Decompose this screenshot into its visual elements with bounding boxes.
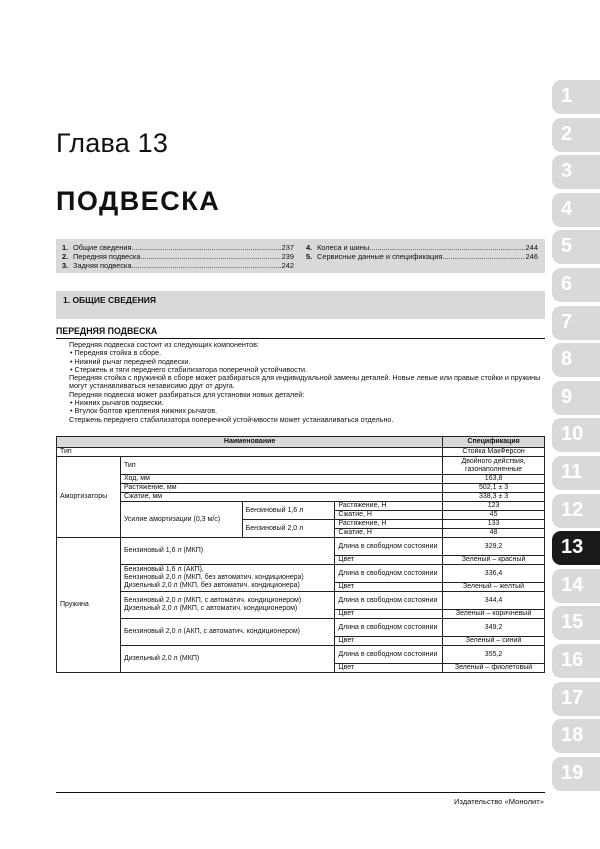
cell-engine: Дизельный 2,0 л (МКП) xyxy=(120,646,334,673)
cell-value: Стойка МакФерсон xyxy=(443,448,545,457)
chapter-tab[interactable] xyxy=(552,606,600,640)
cell-label: Длина в свободном состоянии xyxy=(335,592,443,610)
tab-label: 1 xyxy=(561,85,573,107)
tab-label: 18 xyxy=(561,724,584,747)
chapter-tab[interactable] xyxy=(552,682,600,716)
paragraph: Передняя подвеска может разбираться для установки новых деталей: xyxy=(69,389,305,399)
engine-line: Бензиновый 2,0 л (МКП, с автоматич. кондиционером) xyxy=(123,597,302,604)
cell-label: Цвет xyxy=(335,637,443,646)
cell-label: Тип xyxy=(120,457,442,475)
cell-value: Зеленый – синий xyxy=(443,637,545,646)
footer-divider xyxy=(56,792,545,793)
paragraph: Передняя подвеска состоит из следующих компонентов: xyxy=(69,340,259,349)
table-row xyxy=(57,484,545,493)
tab-label: 7 xyxy=(561,310,573,333)
cell-label: Длина в свободном состоянии xyxy=(335,646,443,664)
tab-label: 13 xyxy=(561,536,584,559)
publisher-footer: Издательство «Монолит» xyxy=(453,797,544,806)
cell-label: Растяжение, Н xyxy=(335,502,443,511)
engine-line: Бензиновый 1,6 л (АКП), xyxy=(123,566,204,573)
chapter-title: ПОДВЕСКА xyxy=(56,186,221,216)
cell-engine: Бензиновый 1,6 л xyxy=(242,502,335,520)
engine-line: Дизельный 2,0 л (МКП, без автоматич. кондиционера) xyxy=(123,582,300,589)
toc-num: 4. xyxy=(306,243,313,252)
toc-page: 244 xyxy=(525,243,538,252)
cell-value: Зеленый – красный xyxy=(443,556,545,565)
cell-value: Зеленый – коричневый xyxy=(443,610,545,619)
header-spec: Спецификация xyxy=(443,437,545,448)
tab-label: 11 xyxy=(561,460,583,483)
engine-line: Бензиновый 2,0 л (МКП, без автоматич. кондиционера) xyxy=(123,574,304,581)
chapter-tab[interactable] xyxy=(552,343,600,377)
table-row xyxy=(57,646,545,664)
chapter-tab-active[interactable] xyxy=(552,531,600,565)
tab-label: 8 xyxy=(561,348,573,371)
tab-label: 15 xyxy=(561,611,584,634)
cell-value: 502,1 ± 3 xyxy=(443,484,545,493)
cell-label: Цвет xyxy=(335,664,443,673)
cell-value: 329,2 xyxy=(443,538,545,556)
cell-value: 355,2 xyxy=(443,646,545,664)
chapter-tab[interactable] xyxy=(552,118,600,152)
toc-left-column xyxy=(62,243,294,270)
cell-label: Длина в свободном состоянии xyxy=(335,565,443,583)
cell-value: 349,2 xyxy=(443,619,545,637)
cell-engine: Бензиновый 2,0 л xyxy=(242,520,335,538)
toc-num: 3. xyxy=(62,261,69,270)
cell-value: 48 xyxy=(443,529,545,538)
chapter-tab[interactable] xyxy=(552,230,600,264)
header-name: Наименование xyxy=(57,437,443,448)
engine-line: Дизельный 2,0 л (МКП, с автоматич. кондиционером) xyxy=(123,605,298,612)
cell-value: 338,3 ± 3 xyxy=(443,493,545,502)
toc-item[interactable] xyxy=(62,243,294,252)
tab-label: 4 xyxy=(561,197,573,220)
cell-value: 344,4 xyxy=(443,592,545,610)
cell-value: Зеленый – желтый xyxy=(443,583,545,592)
bullet-item: • Втулок болтов крепления нижних рычагов. xyxy=(70,406,218,416)
chapter-tab[interactable] xyxy=(552,719,600,753)
section-header xyxy=(56,291,545,319)
table-row xyxy=(57,619,545,637)
tab-label: 9 xyxy=(561,385,573,408)
cell-label: Растяжение, мм xyxy=(120,484,442,493)
toc-page: 246 xyxy=(525,252,538,261)
cell-label: Цвет xyxy=(335,556,443,565)
cell-engine xyxy=(120,565,334,592)
chapter-tab[interactable] xyxy=(552,569,600,603)
toc-label: Передняя подвеска xyxy=(73,252,141,261)
chapter-tab[interactable] xyxy=(552,268,600,302)
cell-value: 133 xyxy=(443,520,545,529)
body-text xyxy=(56,341,545,424)
tab-label: 17 xyxy=(561,686,584,709)
toc-num: 2. xyxy=(62,252,69,261)
bullet-item: • Нижних рычагов подвески. xyxy=(70,398,164,408)
tab-label: 19 xyxy=(561,761,584,784)
table-row xyxy=(57,592,545,610)
cell-label: Усилие амортизации (0,3 м/с) xyxy=(120,502,242,538)
chapter-tab[interactable] xyxy=(552,381,600,415)
chapter-tab[interactable] xyxy=(552,80,600,114)
cell-engine: Бензиновый 1,6 л (МКП) xyxy=(120,538,334,565)
tab-label: 3 xyxy=(561,160,573,183)
section-title: 1. ОБЩИЕ СВЕДЕНИЯ xyxy=(63,295,157,305)
cell-value: 45 xyxy=(443,511,545,520)
chapter-tab[interactable] xyxy=(552,456,600,490)
cell-label: Длина в свободном состоянии xyxy=(335,538,443,556)
toc-page: 239 xyxy=(281,252,294,261)
table-row xyxy=(57,502,545,511)
cell-label: Сжатие, Н xyxy=(335,511,443,520)
cell-engine xyxy=(120,592,334,619)
chapter-tab[interactable] xyxy=(552,494,600,528)
toc-label: Колеса и шины xyxy=(317,243,370,252)
tab-label: 12 xyxy=(561,498,584,521)
table-row xyxy=(57,448,545,457)
cell-label: Растяжение, Н xyxy=(335,520,443,529)
table-row xyxy=(57,475,545,484)
toc-item[interactable] xyxy=(306,252,538,261)
cell-group-shock: Амортизаторы xyxy=(57,457,121,538)
bullet-item: • Передняя стойка в сборе. xyxy=(70,348,162,358)
tab-label: 5 xyxy=(561,235,573,258)
cell-engine: Бензиновый 2,0 л (АКП, с автоматич. кондиционером) xyxy=(120,619,334,646)
toc-item[interactable] xyxy=(62,252,294,261)
tab-label: 14 xyxy=(561,573,584,596)
tab-label: 10 xyxy=(561,423,584,446)
cell-label: Цвет xyxy=(335,583,443,592)
cell-value: Зеленый – фиолетовый xyxy=(443,664,545,673)
toc-item[interactable] xyxy=(306,243,538,252)
cell-value: 163,8 xyxy=(443,475,545,484)
bullet-item: • Нижний рычаг передней подвески. xyxy=(70,356,191,366)
toc-label: Общие сведения xyxy=(73,243,132,252)
cell-label: Сжатие, Н xyxy=(335,529,443,538)
paragraph: Стержень переднего стабилизатора поперечной устойчивости может устанавливаться отдельно. xyxy=(69,414,394,424)
cell-value: Двойного действия, газонаполненные xyxy=(443,457,545,475)
chapter-tab[interactable] xyxy=(552,306,600,340)
chapter-tabs xyxy=(552,80,600,794)
table-of-contents xyxy=(56,239,545,273)
cell-value: 123 xyxy=(443,502,545,511)
cell-value: 336,4 xyxy=(443,565,545,583)
tab-label: 16 xyxy=(561,648,584,671)
chapter-number: Глава 13 xyxy=(56,128,169,158)
toc-page: 237 xyxy=(281,243,294,252)
spec-table xyxy=(56,436,545,673)
toc-label: Сервисные данные и спецификация xyxy=(317,252,443,261)
cell-label: Тип xyxy=(57,448,443,457)
toc-right-column xyxy=(306,243,538,261)
toc-item[interactable] xyxy=(62,261,294,270)
chapter-tab[interactable] xyxy=(552,757,600,791)
toc-num: 5. xyxy=(306,252,313,261)
chapter-tab[interactable] xyxy=(552,155,600,189)
cell-label: Сжатие, мм xyxy=(120,493,442,502)
toc-num: 1. xyxy=(62,243,69,252)
cell-group-spring: Пружина xyxy=(57,538,121,673)
cell-label: Ход, мм xyxy=(120,475,442,484)
chapter-tab[interactable] xyxy=(552,193,600,227)
cell-label: Длина в свободном состоянии xyxy=(335,619,443,637)
toc-label: Задняя подвеска xyxy=(73,261,132,270)
table-row xyxy=(57,538,545,556)
table-row xyxy=(57,493,545,502)
bullet-item: • Стержень и тяги переднего стабилизатора поперечной устойчивости. xyxy=(70,364,308,374)
table-header-row xyxy=(57,437,545,448)
chapter-tab[interactable] xyxy=(552,418,600,452)
table-row xyxy=(57,565,545,583)
tab-label: 2 xyxy=(561,122,573,145)
table-row xyxy=(57,457,545,475)
cell-label: Цвет xyxy=(335,610,443,619)
subsection-title: ПЕРЕДНЯЯ ПОДВЕСКА xyxy=(56,326,545,339)
tab-label: 6 xyxy=(561,272,573,295)
chapter-tab[interactable] xyxy=(552,644,600,678)
toc-page: 242 xyxy=(281,261,294,270)
paragraph: Передняя стойка с пружиной в сборе может разбираться для индивидуальной замены деталей. Новые левые или правые стойки и пружины могут устанавливаться независимо друг от друга. xyxy=(69,373,541,391)
